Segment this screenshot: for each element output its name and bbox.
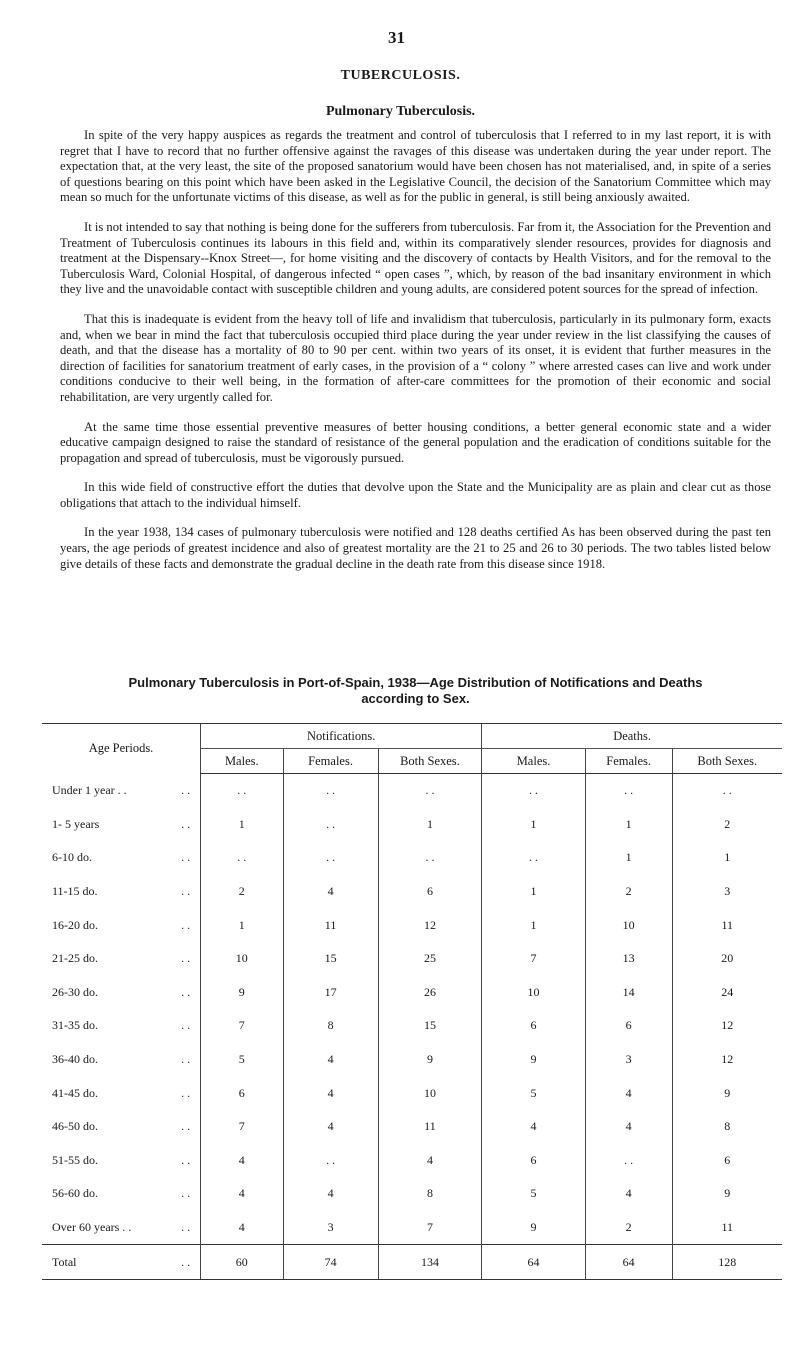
age-period-label: Over 60 years . . — [52, 1220, 132, 1235]
value-cell-nb: 11 — [378, 1110, 482, 1144]
age-period-cell — [42, 1009, 201, 1043]
value-cell-nf: . . — [283, 774, 378, 808]
value-cell-nf: 74 — [283, 1245, 378, 1280]
age-period-label: 16-20 do. — [52, 917, 98, 932]
value-cell-db: 8 — [672, 1110, 782, 1144]
value-cell-db: 11 — [672, 908, 782, 942]
leader-dots: . . — [181, 816, 191, 831]
table-row — [42, 1144, 782, 1178]
value-cell-df: 1 — [585, 841, 672, 875]
age-period-label: 56-60 do. — [52, 1186, 98, 1201]
value-cell-nb: 15 — [378, 1009, 482, 1043]
value-cell-nf: . . — [283, 808, 378, 842]
document-title: TUBERCULOSIS. — [340, 68, 461, 83]
value-cell-df: 4 — [585, 1076, 672, 1110]
paragraph: In the year 1938, 134 cases of pulmonary tuberculosis were notified and 128 deaths certified As has been observed during the past ten years, the age periods of greatest incidence and also of greatest mortality are the 21 to 25 and 26 to 30 periods. The two tables listed below give details of these facts and demonstrate the gradual decline in the death rate from this disease since 1918. — [60, 525, 771, 571]
value-cell-nb: . . — [378, 774, 482, 808]
table-body — [42, 774, 782, 1280]
value-cell-dm: 1 — [482, 875, 586, 909]
value-cell-nm: 60 — [201, 1245, 283, 1280]
value-cell-nf: 4 — [283, 875, 378, 909]
age-period-cell — [42, 976, 201, 1010]
leader-dots: . . — [181, 1220, 191, 1235]
age-period-label: 1- 5 years — [52, 816, 100, 831]
value-cell-nf: 8 — [283, 1009, 378, 1043]
value-cell-df: 3 — [585, 1043, 672, 1077]
leader-dots: . . — [181, 783, 191, 798]
age-period-label: 11-15 do. — [52, 884, 98, 899]
value-cell-db: 12 — [672, 1043, 782, 1077]
value-cell-dm: 6 — [482, 1144, 586, 1178]
age-period-cell — [42, 1177, 201, 1211]
value-cell-dm: 5 — [482, 1177, 586, 1211]
table-row — [42, 1009, 782, 1043]
age-period-label: 46-50 do. — [52, 1119, 98, 1134]
age-period-cell — [42, 1076, 201, 1110]
age-period-cell — [42, 1110, 201, 1144]
age-period-cell — [42, 774, 201, 808]
value-cell-dm: 6 — [482, 1009, 586, 1043]
age-period-label: 26-30 do. — [52, 984, 98, 999]
value-cell-db: 1 — [672, 841, 782, 875]
column-header: Males. — [201, 749, 283, 774]
value-cell-nb: . . — [378, 841, 482, 875]
value-cell-nm: 2 — [201, 875, 283, 909]
table-row — [42, 1043, 782, 1077]
value-cell-db: 3 — [672, 875, 782, 909]
age-period-label: Under 1 year . . — [52, 783, 127, 798]
page-number: 31 — [388, 28, 405, 47]
age-period-label: 36-40 do. — [52, 1052, 98, 1067]
value-cell-dm: 9 — [482, 1043, 586, 1077]
section-subtitle: Pulmonary Tuberculosis. — [325, 104, 476, 119]
age-period-label: 51-55 do. — [52, 1152, 98, 1167]
age-period-label: 6-10 do. — [52, 850, 92, 865]
value-cell-df: . . — [585, 1144, 672, 1178]
column-header: Both Sexes. — [672, 749, 782, 774]
value-cell-df: 1 — [585, 808, 672, 842]
age-period-label: Total — [52, 1254, 77, 1269]
age-period-label: 41-45 do. — [52, 1085, 98, 1100]
value-cell-dm: 1 — [482, 808, 586, 842]
value-cell-nf: . . — [283, 841, 378, 875]
value-cell-df: 10 — [585, 908, 672, 942]
leader-dots: . . — [181, 1152, 191, 1167]
age-period-label: 31-35 do. — [52, 1018, 98, 1033]
value-cell-nb: 25 — [378, 942, 482, 976]
value-cell-nb: 26 — [378, 976, 482, 1010]
value-cell-dm: 7 — [482, 942, 586, 976]
table-caption-line: according to Sex. — [361, 691, 470, 706]
value-cell-dm: 4 — [482, 1110, 586, 1144]
leader-dots: . . — [181, 984, 191, 999]
value-cell-nm: 1 — [201, 808, 283, 842]
value-cell-db: 11 — [672, 1211, 782, 1245]
column-header: Females. — [283, 749, 378, 774]
value-cell-nb: 4 — [378, 1144, 482, 1178]
table-row — [42, 774, 782, 808]
value-cell-nm: 1 — [201, 908, 283, 942]
value-cell-nb: 134 — [378, 1245, 482, 1280]
value-cell-nf: 4 — [283, 1177, 378, 1211]
table-row — [42, 841, 782, 875]
value-cell-df: 4 — [585, 1110, 672, 1144]
leader-dots: . . — [181, 1119, 191, 1134]
value-cell-nf: 4 — [283, 1110, 378, 1144]
value-cell-db: 6 — [672, 1144, 782, 1178]
value-cell-nf: 4 — [283, 1043, 378, 1077]
value-cell-dm: 10 — [482, 976, 586, 1010]
age-period-cell — [42, 1144, 201, 1178]
paragraph: That this is inadequate is evident from the heavy toll of life and invalidism that tuberculosis, particularly in its pulmonary form, exacts and, when we bear in mind the fact that tuberculosis occupied third place during the year under review in the list classifying the causes of death, and that the disease has a mortality of 80 to 90 per cent. within two years of its onset, it is evident that further measures in the direction of facilities for sanatorium treatment of early cases, in the provision of a “ colony ” where arrested cases can live and work under conditions conducive to their well being, in the formation of after-care committees for the promotion of their economic and social rehabilitation, are very urgently called for. — [60, 311, 771, 404]
value-cell-db: . . — [672, 774, 782, 808]
age-period-cell — [42, 908, 201, 942]
value-cell-df: 4 — [585, 1177, 672, 1211]
value-cell-df: 14 — [585, 976, 672, 1010]
table-row — [42, 976, 782, 1010]
value-cell-nm: 9 — [201, 976, 283, 1010]
leader-dots: . . — [181, 850, 191, 865]
age-period-cell — [42, 875, 201, 909]
table-row — [42, 908, 782, 942]
value-cell-df: 13 — [585, 942, 672, 976]
leader-dots: . . — [181, 884, 191, 899]
value-cell-nm: 5 — [201, 1043, 283, 1077]
value-cell-nf: 17 — [283, 976, 378, 1010]
body-text — [60, 128, 771, 586]
age-period-cell — [42, 808, 201, 842]
value-cell-df: 2 — [585, 1211, 672, 1245]
value-cell-nm: 4 — [201, 1177, 283, 1211]
value-cell-nm: 4 — [201, 1144, 283, 1178]
value-cell-nf: 4 — [283, 1076, 378, 1110]
age-periods-header: Age Periods. — [42, 724, 201, 774]
age-period-cell — [42, 1211, 201, 1245]
value-cell-nb: 9 — [378, 1043, 482, 1077]
value-cell-nm: 7 — [201, 1009, 283, 1043]
leader-dots: . . — [181, 917, 191, 932]
value-cell-nm: 10 — [201, 942, 283, 976]
leader-dots: . . — [181, 1186, 191, 1201]
table-row — [42, 942, 782, 976]
value-cell-dm: 64 — [482, 1245, 586, 1280]
leader-dots: . . — [181, 1085, 191, 1100]
age-distribution-table — [42, 723, 782, 1280]
paragraph: In spite of the very happy auspices as regards the treatment and control of tuberculosis that I referred to in my last report, it is with regret that I have to record that no further offensive against the ravages of this disease was undertaken during the year under report. The expectation that, at the very least, the site of the proposed sanatorium would have been chosen has not materialised, and, in spite of a series of questions bearing on this point which have been asked in the Legislative Council, the decision of the Sanatorium Committee which may mean so much for the unfortunate victims of this disease, as well as for the public in general, is still being anxiously awaited. — [60, 128, 771, 205]
value-cell-nf: 15 — [283, 942, 378, 976]
leader-dots: . . — [181, 1052, 191, 1067]
value-cell-dm: . . — [482, 841, 586, 875]
paragraph: It is not intended to say that nothing is being done for the sufferers from tuberculosis. Far from it, the Association for the Prevention and Treatment of Tuberculosis continues its labours in this field and, within its comparatively slender resources, provides for diagnosis and treatment at the Dispensary--Knox Street—, for home visiting and the discovery of contacts by Health Visitors, and for the removal to the Tuberculosis Ward, Colonial Hospital, of dangerous infected “ open cases ”, which, by reason of the bad insanitary environment in which they live and the unavoidable contact with susceptible children and young adults, are considered potent sources for the spread of infection. — [60, 219, 771, 297]
value-cell-nb: 8 — [378, 1177, 482, 1211]
value-cell-db: 24 — [672, 976, 782, 1010]
table-row — [42, 1211, 782, 1245]
paragraph: In this wide field of constructive effort the duties that devolve upon the State and the Municipality are as plain and clear cut as those obligations that attach to the individual himself. — [60, 480, 771, 510]
value-cell-nm: . . — [201, 774, 283, 808]
table-row — [42, 808, 782, 842]
age-period-cell — [42, 841, 201, 875]
value-cell-dm: 5 — [482, 1076, 586, 1110]
age-period-cell — [42, 1245, 201, 1280]
value-cell-df: 2 — [585, 875, 672, 909]
column-header: Males. — [482, 749, 586, 774]
notifications-group-header: Notifications. — [201, 724, 482, 749]
value-cell-dm: 9 — [482, 1211, 586, 1245]
value-cell-db: 9 — [672, 1177, 782, 1211]
age-period-cell — [42, 1043, 201, 1077]
value-cell-nm: 4 — [201, 1211, 283, 1245]
leader-dots: . . — [181, 951, 191, 966]
value-cell-df: . . — [585, 774, 672, 808]
value-cell-nb: 10 — [378, 1076, 482, 1110]
paragraph: At the same time those essential preventive measures of better housing conditions, a better general economic state and a wider educative campaign designed to raise the standard of resistance of the general population and the eradication of conditions suitable for the propagation and spread of tuberculosis, must be vigorously pursued. — [60, 419, 771, 465]
table-caption — [60, 675, 771, 707]
table-row — [42, 1177, 782, 1211]
value-cell-nm: . . — [201, 841, 283, 875]
value-cell-dm: 1 — [482, 908, 586, 942]
age-period-label: 21-25 do. — [52, 951, 98, 966]
value-cell-dm: . . — [482, 774, 586, 808]
leader-dots: . . — [181, 1254, 191, 1269]
column-header: Females. — [585, 749, 672, 774]
value-cell-df: 6 — [585, 1009, 672, 1043]
table-row — [42, 1076, 782, 1110]
value-cell-db: 12 — [672, 1009, 782, 1043]
leader-dots: . . — [181, 1018, 191, 1033]
value-cell-nf: 3 — [283, 1211, 378, 1245]
value-cell-nm: 6 — [201, 1076, 283, 1110]
total-row — [42, 1245, 782, 1280]
value-cell-nb: 7 — [378, 1211, 482, 1245]
value-cell-nb: 12 — [378, 908, 482, 942]
value-cell-nb: 6 — [378, 875, 482, 909]
value-cell-df: 64 — [585, 1245, 672, 1280]
table-row — [42, 875, 782, 909]
value-cell-db: 9 — [672, 1076, 782, 1110]
value-cell-nb: 1 — [378, 808, 482, 842]
age-period-cell — [42, 942, 201, 976]
value-cell-nm: 7 — [201, 1110, 283, 1144]
deaths-group-header: Deaths. — [482, 724, 782, 749]
value-cell-nf: 11 — [283, 908, 378, 942]
table-row — [42, 1110, 782, 1144]
column-header: Both Sexes. — [378, 749, 482, 774]
value-cell-db: 128 — [672, 1245, 782, 1280]
value-cell-db: 2 — [672, 808, 782, 842]
value-cell-db: 20 — [672, 942, 782, 976]
table-caption-line: Pulmonary Tuberculosis in Port-of-Spain, 1938—Age Distribution of Notifications and Deaths — [128, 675, 703, 690]
value-cell-nf: . . — [283, 1144, 378, 1178]
